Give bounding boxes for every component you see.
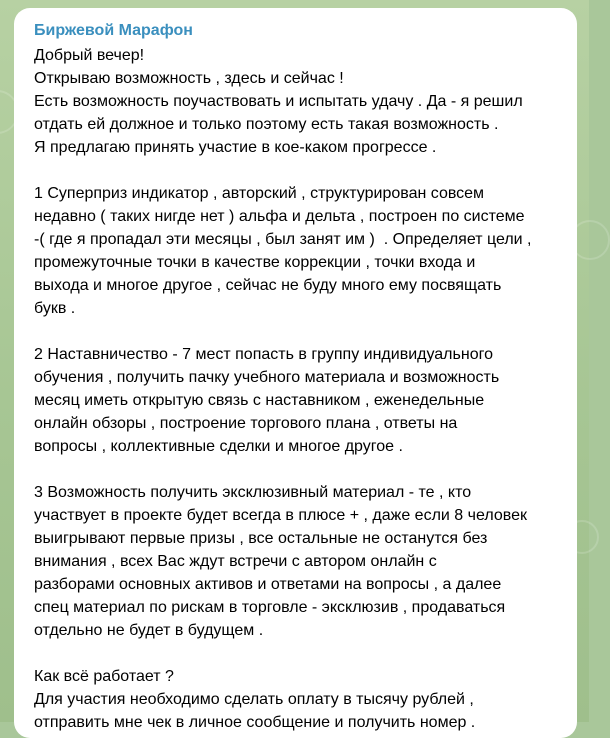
message-line: месяц иметь открытую связь с наставником , еженедельные [34, 392, 485, 409]
message-line [34, 159, 559, 182]
message-line: отправить мне чек в личное сообщение и получить номер . [34, 714, 476, 731]
message-line: Добрый вечер! [34, 47, 145, 64]
message-line: выхода и многое другое , сейчас не буду много ему посвящать [34, 277, 502, 294]
message-line: вопросы , коллективные сделки и многое другое . [34, 438, 403, 455]
message-line: онлайн обзоры , построение торгового плана , ответы на [34, 415, 458, 432]
message-line: Для участия необходимо сделать оплату в тысячу рублей , [34, 691, 474, 708]
message-line: 1 Суперприз индикатор , авторский , структурирован совсем [34, 185, 485, 202]
message-line: букв . [34, 300, 76, 317]
message-line: Открываю возможность , здесь и сейчас ! [34, 70, 344, 87]
message-text [34, 44, 559, 734]
message-line: промежуточные точки в качестве коррекции , точки входа и [34, 254, 476, 271]
message-line: выигрывают первые призы , все остальные не останутся без [34, 530, 488, 547]
message-line: участвует в проекте будет всегда в плюсе + , даже если 8 человек [34, 507, 527, 524]
message-line: спец материал по рискам в торговле - эксклюзив , продаваться [34, 599, 506, 616]
message-line: обучения , получить пачку учебного материала и возможность [34, 369, 500, 386]
message-line: отдельно не будет в будущем . [34, 622, 264, 639]
message-line: разборами основных активов и ответами на вопросы , а далее [34, 576, 502, 593]
message-line [34, 458, 559, 481]
sender-name[interactable]: Биржевой Марафон [34, 22, 193, 39]
message-line: -( где я пропадал эти месяцы , был занят им ) . Определяет цели , [34, 231, 532, 248]
message-line: Как всё работает ? [34, 668, 174, 685]
message-bubble[interactable] [14, 8, 577, 738]
message-line [34, 642, 559, 665]
message-line: Есть возможность поучаствовать и испытать удачу . Да - я решил [34, 93, 523, 110]
message-line: отдать ей должное и только поэтому есть такая возможность . [34, 116, 499, 133]
message-line: внимания , всех Вас ждут встречи с автором онлайн с [34, 553, 437, 570]
message-line [34, 320, 559, 343]
message-line: 2 Наставничество - 7 мест попасть в группу индивидуального [34, 346, 493, 363]
message-line: недавно ( таких нигде нет ) альфа и дельта , построен по системе [34, 208, 525, 225]
message-line: Я предлагаю принять участие в кое-каком прогрессе . [34, 139, 437, 156]
message-line: 3 Возможность получить эксклюзивный материал - те , кто [34, 484, 472, 501]
